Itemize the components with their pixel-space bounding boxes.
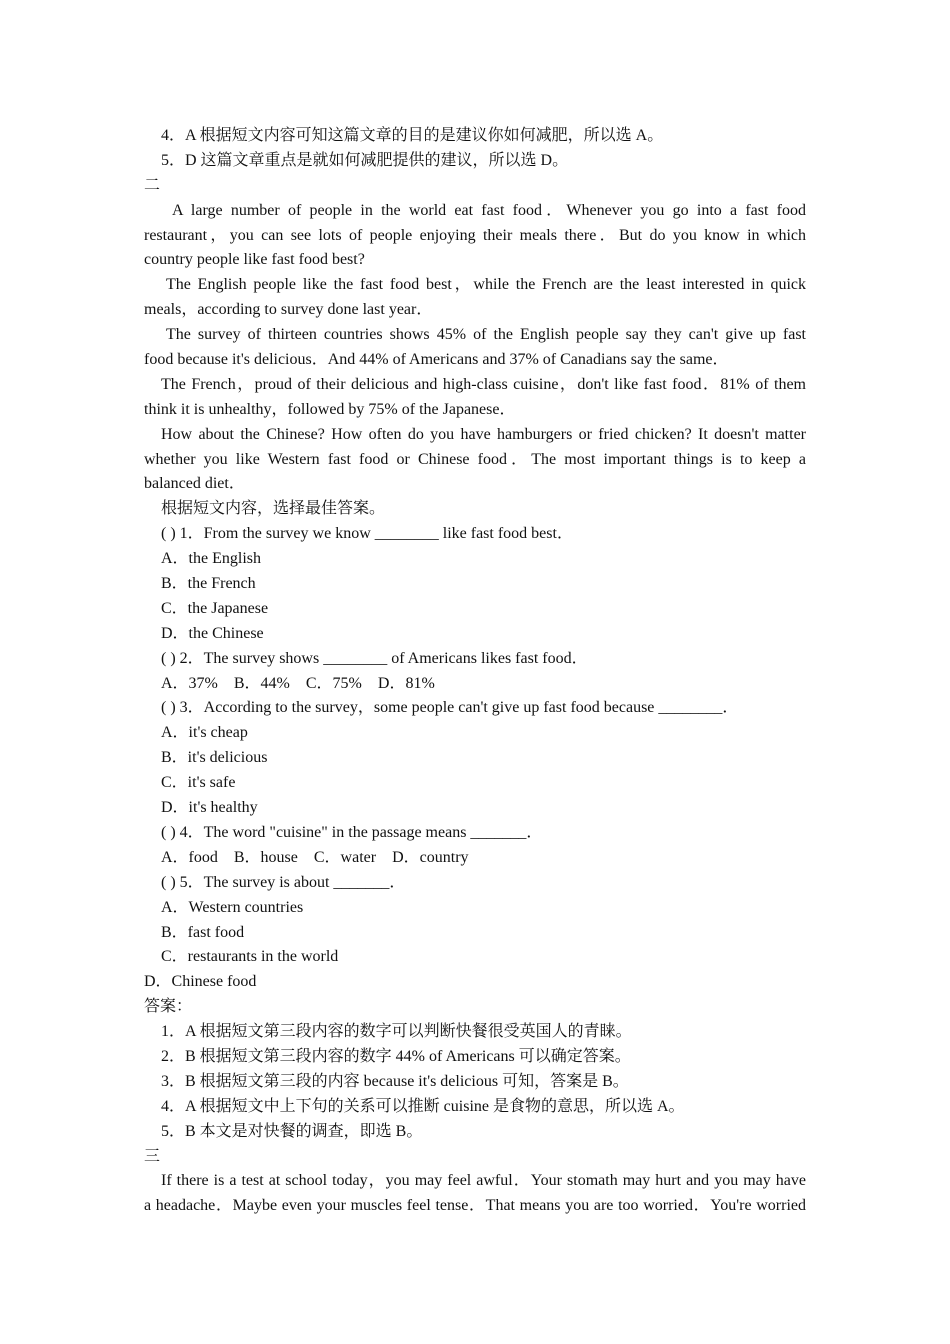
question-option: D．it's healthy [161, 799, 258, 817]
answer-line: 2．B 根据短文第三段内容的数字 44% of Americans 可以确定答案。 [161, 1047, 631, 1065]
question-option: D．the Chinese [161, 624, 264, 642]
passage-line: How about the Chinese? How often do you have hamburgers or fried chicken? It doesn't matter [161, 425, 806, 443]
section-number: 二 [144, 176, 161, 194]
question-stem: ( ) 3．According to the survey，some people can't give up fast food because ________． [161, 699, 739, 717]
answer-line: 4．A 根据短文中上下句的关系可以推断 cuisine 是食物的意思，所以选 A。 [161, 1097, 685, 1115]
question-option: C．the Japanese [161, 599, 269, 617]
answers-label: 答案： [144, 998, 193, 1016]
answer-line: 5．D 这篇文章重点是就如何减肥提供的建议，所以选 D。 [161, 151, 569, 169]
passage-line: a headache．Maybe even your muscles feel tense．That means you are too worried．You're worried [144, 1197, 806, 1215]
passage-line: meals，according to survey done last year． [144, 301, 433, 319]
passage-line: If there is a test at school today，you may feel awful．Your stomath may hurt and you may have [161, 1172, 806, 1190]
question-option: A．it's cheap [161, 724, 248, 742]
passage-line: country people like fast food best? [144, 251, 365, 269]
question-option: C．restaurants in the world [161, 948, 339, 966]
passage-line: think it is unhealthy，followed by 75% of the Japanese． [144, 400, 516, 418]
passage-line: balanced diet． [144, 475, 245, 493]
question-option: B．it's delicious [161, 749, 268, 767]
question-option: C．it's safe [161, 774, 236, 792]
section-number: 三 [144, 1147, 161, 1165]
question-option: D．Chinese food [144, 973, 257, 991]
passage-line: The French，proud of their delicious and high-class cuisine，don't like fast food．81% of them [161, 375, 806, 393]
document-body [144, 124, 806, 1219]
passage-line: The survey of thirteen countries shows 45% of the English people say they can't give up fast [166, 326, 806, 344]
question-stem: ( ) 5．The survey is about _______． [161, 873, 406, 891]
question-option: A．the English [161, 550, 261, 568]
answer-line: 5．B 本文是对快餐的调查，即选 B。 [161, 1122, 423, 1140]
passage-line: whether you like Western fast food or Chinese food．The most important things is to keep a [144, 450, 806, 468]
question-stem: ( ) 1．From the survey we know ________ like fast food best． [161, 525, 573, 543]
passage-line: The English people like the fast food best，while the French are the least interested in quick [166, 276, 806, 294]
answer-line: 3．B 根据短文第三段的内容 because it's delicious 可知，答案是 B。 [161, 1072, 629, 1090]
question-stem: ( ) 2．The survey shows ________ of Americans likes fast food． [161, 649, 588, 667]
answer-line: 1．A 根据短文第三段内容的数字可以判断快餐很受英国人的青睐。 [161, 1023, 632, 1041]
passage-line: A large number of people in the world eat fast food．Whenever you go into a fast food [172, 201, 806, 219]
question-option: B．fast food [161, 923, 245, 941]
instruction: 根据短文内容，选择最佳答案。 [161, 500, 386, 518]
passage-line: restaurant，you can see lots of people enjoying their meals there．But do you know in which [144, 226, 806, 244]
answer-line: 4．A 根据短文内容可知这篇文章的目的是建议你如何减肥，所以选 A。 [161, 127, 664, 144]
question-options: A．food B．house C．water D．country [161, 848, 469, 866]
question-options: A．37% B．44% C．75% D．81% [161, 674, 435, 692]
question-option: A．Western countries [161, 898, 304, 916]
passage-line: food because it's delicious．And 44% of Americans and 37% of Canadians say the same． [144, 351, 729, 369]
question-option: B．the French [161, 575, 256, 593]
question-stem: ( ) 4．The word "cuisine" in the passage means _______． [161, 823, 543, 841]
